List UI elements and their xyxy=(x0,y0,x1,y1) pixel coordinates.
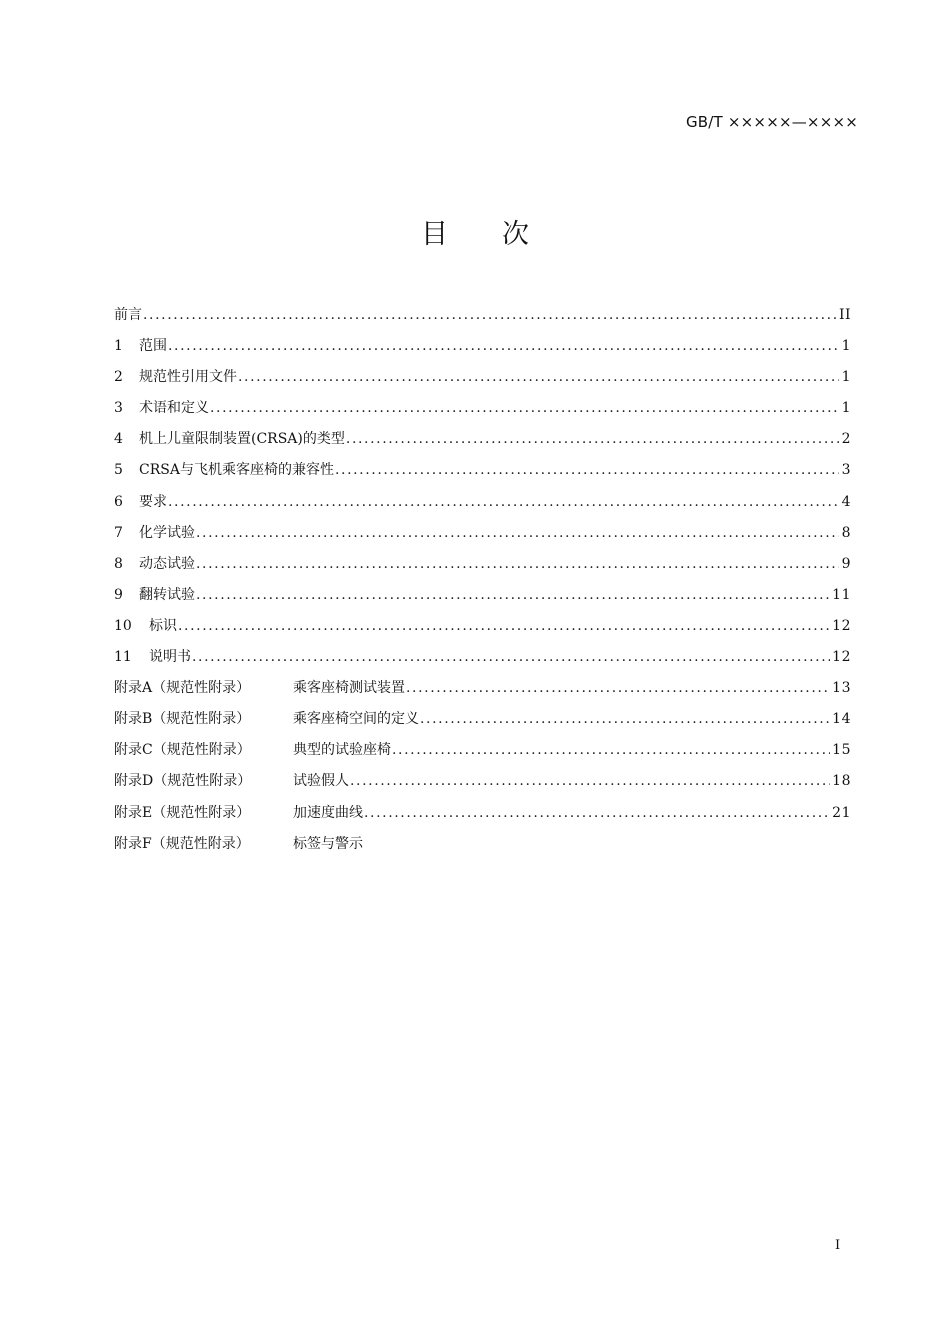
toc-entry-11[interactable] xyxy=(114,642,851,673)
page-title: 目 次 xyxy=(421,219,529,250)
toc-entry-title: 化学试验 xyxy=(139,524,195,541)
toc-entry-title: CRSA与飞机乘客座椅的兼容性 xyxy=(139,462,334,479)
toc-entry-foreword[interactable] xyxy=(114,300,851,331)
toc-entry-number: 2 xyxy=(114,369,123,386)
standard-code: GB/T ×××××—×××× xyxy=(685,113,858,131)
toc-entry-number: 1 xyxy=(114,338,123,355)
toc-leader-dots xyxy=(364,798,830,829)
toc-entry-6[interactable] xyxy=(114,487,851,518)
toc-entry-page: 13 xyxy=(832,680,851,697)
toc-entry-title: 试验假人 xyxy=(293,773,349,790)
toc-entry-page: 8 xyxy=(841,524,851,541)
toc-leader-dots xyxy=(192,642,830,673)
toc-entry-title: 乘客座椅测试装置 xyxy=(293,680,405,697)
toc-leader-dots xyxy=(168,331,839,362)
toc-entry-title: 说明书 xyxy=(149,649,191,666)
toc-entry-number: 5 xyxy=(114,462,123,479)
toc-entry-number: 附录C（规范性附录） xyxy=(114,742,251,759)
toc-entry-annex-f[interactable] xyxy=(114,829,851,860)
toc-entry-annex-a[interactable] xyxy=(114,673,851,704)
toc-entry-number: 11 xyxy=(114,649,132,666)
toc-leader-dots xyxy=(143,300,837,331)
toc-leader-dots xyxy=(196,549,839,580)
toc-entry-annex-c[interactable] xyxy=(114,735,851,766)
toc-leader-dots xyxy=(196,518,839,549)
toc-entry-title: 标识 xyxy=(149,617,177,634)
toc-entry-title: 术语和定义 xyxy=(139,400,209,417)
toc-entry-number: 6 xyxy=(114,493,123,510)
toc-entry-4[interactable] xyxy=(114,424,851,455)
toc-entry-7[interactable] xyxy=(114,518,851,549)
toc-entry-title: 加速度曲线 xyxy=(293,804,363,821)
toc-leader-dots xyxy=(392,735,830,766)
toc-leader-dots xyxy=(350,766,830,797)
toc-entry-title: 机上儿童限制装置(CRSA)的类型 xyxy=(139,431,345,448)
toc-leader-dots xyxy=(210,393,839,424)
toc-entry-number: 附录A（规范性附录） xyxy=(114,680,251,697)
toc-entry-9[interactable] xyxy=(114,580,851,611)
table-of-contents xyxy=(114,300,851,860)
toc-entry-annex-e[interactable] xyxy=(114,798,851,829)
toc-entry-page: 9 xyxy=(841,555,851,572)
toc-entry-number: 7 xyxy=(114,524,123,541)
toc-entry-number: 附录F（规范性附录） xyxy=(114,835,250,852)
toc-entry-page: 1 xyxy=(841,400,851,417)
toc-entry-number: 附录E（规范性附录） xyxy=(114,804,251,821)
toc-entry-page: 2 xyxy=(841,431,851,448)
toc-entry-1[interactable] xyxy=(114,331,851,362)
toc-entry-annex-d[interactable] xyxy=(114,766,851,797)
toc-entry-2[interactable] xyxy=(114,362,851,393)
toc-entry-page: II xyxy=(838,307,851,323)
toc-entry-title: 动态试验 xyxy=(139,555,195,572)
toc-entry-page: 1 xyxy=(841,338,851,355)
toc-entry-number: 8 xyxy=(114,555,123,572)
toc-entry-10[interactable] xyxy=(114,611,851,642)
toc-entry-page: 3 xyxy=(841,462,851,479)
toc-entry-3[interactable] xyxy=(114,393,851,424)
toc-entry-page: 12 xyxy=(832,617,851,634)
toc-entry-page: 1 xyxy=(841,369,851,386)
toc-entry-number: 附录B（规范性附录） xyxy=(114,711,251,728)
toc-entry-title: 前言 xyxy=(114,307,142,323)
toc-entry-number: 附录D（规范性附录） xyxy=(114,773,252,790)
toc-entry-page: 15 xyxy=(832,742,851,759)
page-number: I xyxy=(835,1238,841,1253)
toc-entry-number: 10 xyxy=(114,617,132,634)
toc-entry-page: 14 xyxy=(832,711,851,728)
toc-leader-dots xyxy=(346,424,839,455)
toc-entry-title: 翻转试验 xyxy=(139,586,195,603)
toc-leader-dots xyxy=(168,487,839,518)
toc-entry-annex-b[interactable] xyxy=(114,704,851,735)
toc-entry-number: 9 xyxy=(114,586,123,603)
toc-entry-title: 典型的试验座椅 xyxy=(293,742,391,759)
toc-entry-5[interactable] xyxy=(114,455,851,486)
toc-entry-title: 范围 xyxy=(139,338,167,355)
toc-leader-dots xyxy=(406,673,830,704)
toc-entry-page: 21 xyxy=(832,804,851,821)
toc-entry-title: 标签与警示 xyxy=(293,835,363,852)
toc-leader-dots xyxy=(196,580,830,611)
toc-leader-dots xyxy=(420,704,830,735)
toc-entry-number: 4 xyxy=(114,431,123,448)
toc-leader-dots xyxy=(238,362,839,393)
toc-entry-page: 12 xyxy=(832,649,851,666)
toc-leader-dots xyxy=(335,455,839,486)
toc-entry-number: 3 xyxy=(114,400,123,417)
toc-entry-page: 18 xyxy=(832,773,851,790)
toc-entry-title: 乘客座椅空间的定义 xyxy=(293,711,419,728)
toc-entry-8[interactable] xyxy=(114,549,851,580)
toc-entry-page: 11 xyxy=(832,586,851,603)
toc-entry-title: 规范性引用文件 xyxy=(139,369,237,386)
toc-entry-title: 要求 xyxy=(139,493,167,510)
toc-entry-page: 4 xyxy=(841,493,851,510)
toc-leader-dots xyxy=(178,611,830,642)
